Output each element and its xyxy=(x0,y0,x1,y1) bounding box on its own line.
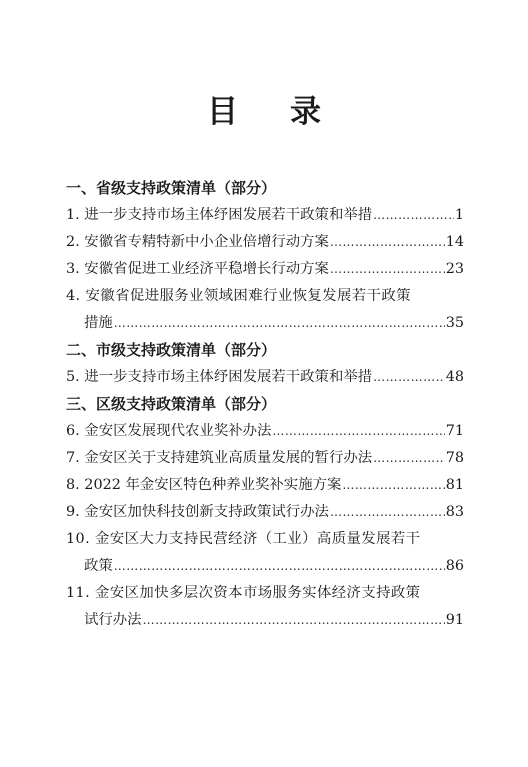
toc-entry[interactable] xyxy=(66,526,464,580)
page-title: 目录 xyxy=(207,94,373,130)
toc-entry[interactable] xyxy=(66,418,464,445)
toc-entry[interactable] xyxy=(66,283,464,337)
dot-leader xyxy=(114,553,445,580)
entry-page-number: 14 xyxy=(445,234,464,250)
entry-title: 7. 金安区关于支持建筑业高质量发展的暂行办法 xyxy=(66,450,373,466)
dot-leader xyxy=(330,499,445,526)
dot-leader xyxy=(272,418,444,445)
table-of-contents xyxy=(66,175,464,634)
toc-entry[interactable] xyxy=(66,256,464,283)
entry-title-line1: 10. 金安区大力支持民营经济（工业）高质量发展若干 xyxy=(66,531,421,547)
entry-page-number: 83 xyxy=(445,504,464,520)
toc-entry[interactable] xyxy=(66,445,464,472)
dot-leader xyxy=(373,364,445,391)
dot-leader xyxy=(373,202,454,229)
entry-title-line2: 试行办法 xyxy=(84,612,142,628)
dot-leader xyxy=(342,472,444,499)
entry-page-number: 71 xyxy=(445,423,464,439)
section-heading-provincial: 一、省级支持政策清单（部分） xyxy=(66,179,277,197)
dot-leader xyxy=(330,256,445,283)
section-heading-district: 三、区级支持政策清单（部分） xyxy=(66,395,277,413)
dot-leader xyxy=(143,607,445,634)
toc-entry[interactable] xyxy=(66,499,464,526)
section-heading-municipal: 二、市级支持政策清单（部分） xyxy=(66,341,277,359)
entry-title-line1: 11. 金安区加快多层次资本市场服务实体经济支持政策 xyxy=(66,585,421,601)
entry-page-number: 91 xyxy=(445,612,464,628)
entry-title: 5. 进一步支持市场主体纾困发展若干政策和举措 xyxy=(66,369,373,385)
entry-page-number: 23 xyxy=(445,261,464,277)
dot-leader xyxy=(373,445,445,472)
toc-entry[interactable] xyxy=(66,229,464,256)
entry-page-number: 35 xyxy=(445,315,464,331)
entry-page-number: 81 xyxy=(445,477,464,493)
entry-title: 9. 金安区加快科技创新支持政策试行办法 xyxy=(66,504,329,520)
entry-title: 6. 金安区发展现代农业奖补办法 xyxy=(66,423,272,439)
toc-entry[interactable] xyxy=(66,472,464,499)
entry-title: 8. 2022 年金安区特色种养业奖补实施方案 xyxy=(66,477,342,493)
entry-title: 1. 进一步支持市场主体纾困发展若干政策和举措 xyxy=(66,207,373,223)
entry-page-number: 78 xyxy=(445,450,464,466)
entry-title: 2. 安徽省专精特新中小企业倍增行动方案 xyxy=(66,234,329,250)
entry-page-number: 1 xyxy=(454,207,464,223)
entry-page-number: 48 xyxy=(445,369,464,385)
entry-title-line1: 4. 安徽省促进服务业领域困难行业恢复发展若干政策 xyxy=(66,288,411,304)
toc-entry[interactable] xyxy=(66,202,464,229)
entry-title-line2: 措施 xyxy=(84,315,113,331)
entry-title: 3. 安徽省促进工业经济平稳增长行动方案 xyxy=(66,261,329,277)
toc-entry[interactable] xyxy=(66,364,464,391)
dot-leader xyxy=(330,229,445,256)
toc-entry[interactable] xyxy=(66,580,464,634)
entry-title-line2: 政策 xyxy=(84,558,113,574)
dot-leader xyxy=(114,310,445,337)
entry-page-number: 86 xyxy=(445,558,464,574)
